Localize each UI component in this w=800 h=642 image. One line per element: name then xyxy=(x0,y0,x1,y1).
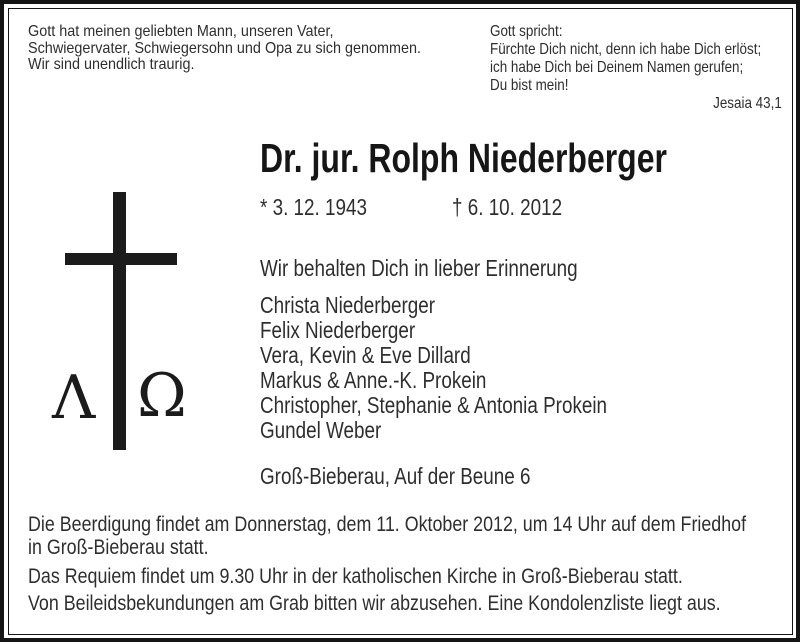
birth-date: * 3. 12. 1943 xyxy=(260,194,367,220)
scripture-line: Du bist mein! xyxy=(490,77,569,94)
cross-horizontal-bar xyxy=(65,253,177,265)
death-date: † 6. 10. 2012 xyxy=(452,194,563,220)
intro-line: Gott hat meinen geliebten Mann, unseren Vater, xyxy=(28,23,334,40)
intro-line: Wir sind unendlich traurig. xyxy=(28,56,195,73)
intro-text xyxy=(28,24,465,74)
remembrance-line: Wir behalten Dich in lieber Erinnerung xyxy=(260,255,578,281)
scripture-attribution: Jesaia 43,1 xyxy=(713,95,782,112)
mourners-list xyxy=(260,293,683,443)
life-dates xyxy=(260,194,563,220)
mourner-name: Gundel Weber xyxy=(260,417,382,443)
scripture-quote xyxy=(490,23,782,113)
mourner-name: Vera, Kevin & Eve Dillard xyxy=(260,342,471,368)
funeral-announcement: Die Beerdigung findet am Donnerstag, dem 11. Oktober 2012, um 14 Uhr auf dem Friedhof in Groß-Bieberau statt. xyxy=(28,513,747,559)
intro-line: Schwiegervater, Schwiegersohn und Opa zu sich genommen. xyxy=(28,39,422,57)
deceased-name: Dr. jur. Rolph Niederberger xyxy=(260,135,667,181)
mourner-name: Christa Niederberger xyxy=(260,292,436,318)
mourner-name: Christopher, Stephanie & Antonia Prokein xyxy=(260,392,608,418)
alpha-symbol: Λ xyxy=(52,363,96,433)
omega-symbol: Ω xyxy=(137,361,187,431)
condolence-note: Von Beileidsbekundungen am Grab bitten wir abzusehen. Eine Kondolenzliste liegt aus. xyxy=(28,592,721,615)
scripture-line: Gott spricht: xyxy=(490,23,563,40)
mourner-name: Markus & Anne.-K. Prokein xyxy=(260,367,487,393)
address-line: Groß-Bieberau, Auf der Beune 6 xyxy=(260,463,531,489)
cross-vertical-bar xyxy=(113,192,126,450)
requiem-announcement: Das Requiem findet um 9.30 Uhr in der katholischen Kirche in Groß-Bieberau statt. xyxy=(28,565,683,588)
mourner-name: Felix Niederberger xyxy=(260,317,416,343)
scripture-line: ich habe Dich bei Deinem Namen gerufen; xyxy=(490,59,744,76)
scripture-line: Fürchte Dich nicht, denn ich habe Dich erlöst; xyxy=(490,41,762,58)
